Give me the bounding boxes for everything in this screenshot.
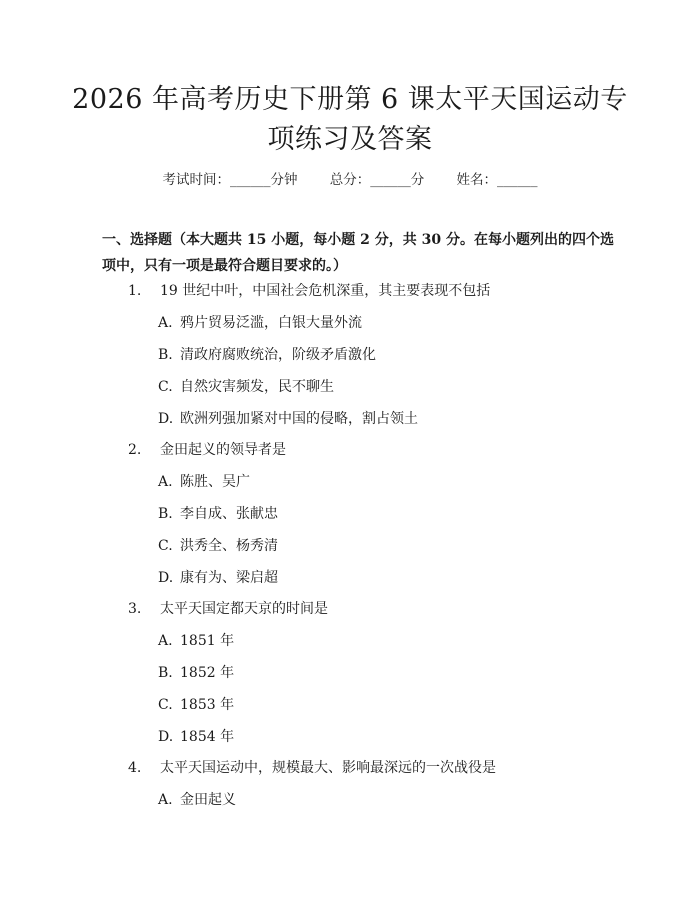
option-letter: D. bbox=[158, 411, 174, 427]
option-item bbox=[158, 631, 234, 651]
document-title bbox=[60, 80, 640, 160]
option-text: 康有为、梁启超 bbox=[180, 570, 278, 586]
question-number: 2. bbox=[128, 442, 142, 458]
option-text: 1853 年 bbox=[180, 697, 235, 713]
option-item bbox=[158, 568, 278, 588]
option-item bbox=[158, 345, 376, 365]
option-text: 1854 年 bbox=[180, 729, 235, 745]
question-text: 太平天国定都天京的时间是 bbox=[160, 601, 328, 617]
total-score-field: 总分：______分 bbox=[329, 172, 425, 188]
option-text: 鸦片贸易泛滥，白银大量外流 bbox=[180, 315, 362, 331]
section-heading: 一、选择题（本大题共 15 小题，每小题 2 分，共 30 分。在每小题列出的四个选项中，只有一项是最符合题目要求的。） bbox=[102, 232, 614, 274]
option-text: 欧洲列强加紧对中国的侵略，割占领土 bbox=[180, 411, 418, 427]
option-letter: B. bbox=[158, 506, 173, 522]
option-item bbox=[158, 695, 234, 715]
option-letter: A. bbox=[158, 633, 173, 649]
question-text: 太平天国运动中，规模最大、影响最深远的一次战役是 bbox=[160, 760, 496, 776]
option-letter: D. bbox=[158, 570, 174, 586]
option-text: 1852 年 bbox=[180, 665, 235, 681]
option-letter: D. bbox=[158, 729, 174, 745]
option-letter: C. bbox=[158, 379, 173, 395]
question-2 bbox=[128, 440, 286, 460]
option-text: 陈胜、吴广 bbox=[180, 474, 250, 490]
option-text: 自然灾害频发，民不聊生 bbox=[180, 379, 334, 395]
option-item bbox=[158, 472, 250, 492]
option-letter: C. bbox=[158, 697, 173, 713]
option-letter: B. bbox=[158, 665, 173, 681]
option-letter: C. bbox=[158, 538, 173, 554]
option-text: 洪秀全、杨秀清 bbox=[180, 538, 278, 554]
title-line-2: 项练习及答案 bbox=[267, 124, 433, 155]
question-3 bbox=[128, 599, 328, 619]
option-item bbox=[158, 790, 236, 810]
question-text: 金田起义的领导者是 bbox=[160, 442, 286, 458]
option-text: 清政府腐败统治，阶级矛盾激化 bbox=[180, 347, 376, 363]
option-text: 1851 年 bbox=[180, 633, 235, 649]
student-name-field: 姓名：______ bbox=[456, 172, 538, 188]
option-item bbox=[158, 409, 418, 429]
option-text: 李自成、张献忠 bbox=[180, 506, 278, 522]
option-item bbox=[158, 727, 234, 747]
option-letter: B. bbox=[158, 347, 173, 363]
question-number: 3. bbox=[128, 601, 142, 617]
exam-time-field: 考试时间：______分钟 bbox=[162, 172, 298, 188]
exam-meta bbox=[0, 168, 700, 188]
question-text: 19 世纪中叶，中国社会危机深重，其主要表现不包括 bbox=[160, 283, 491, 299]
option-item bbox=[158, 313, 362, 333]
option-letter: A. bbox=[158, 315, 173, 331]
option-text: 金田起义 bbox=[180, 792, 236, 808]
option-item bbox=[158, 377, 334, 397]
option-letter: A. bbox=[158, 474, 173, 490]
title-line-1: 2026 年高考历史下册第 6 课太平天国运动专 bbox=[72, 84, 628, 115]
option-item bbox=[158, 663, 234, 683]
option-item bbox=[158, 504, 278, 524]
question-number: 4. bbox=[128, 760, 142, 776]
question-number: 1. bbox=[128, 283, 142, 299]
question-1 bbox=[128, 281, 490, 301]
question-4 bbox=[128, 758, 496, 778]
option-item bbox=[158, 536, 278, 556]
option-letter: A. bbox=[158, 792, 173, 808]
